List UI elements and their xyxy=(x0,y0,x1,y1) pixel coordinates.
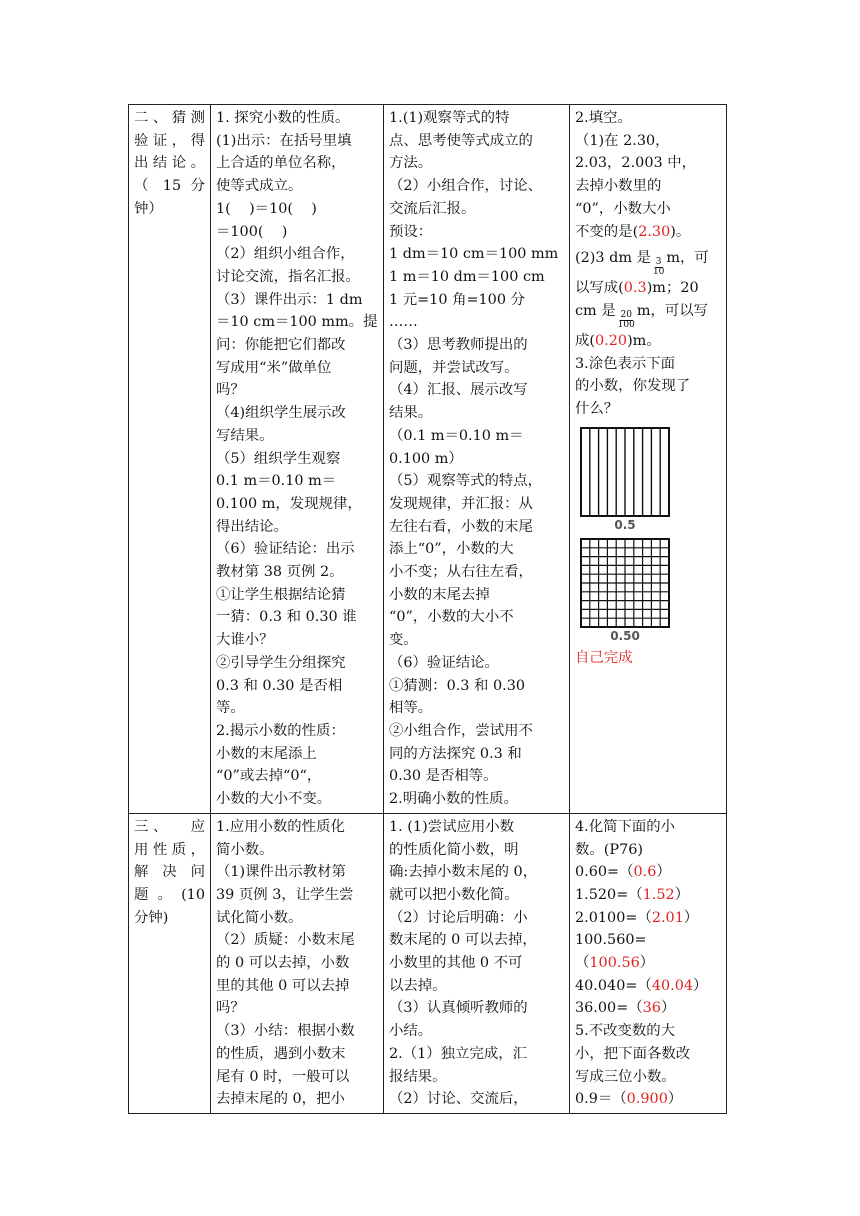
teacher-activity-line: 写结果。 xyxy=(216,427,274,444)
answer-text: 0.20 xyxy=(595,332,628,349)
exercise-line: 什么？ xyxy=(575,401,619,418)
teacher-activity-line: 写成用“米”做单位 xyxy=(216,359,332,376)
student-activity-line: 左往右看，小数的末尾 xyxy=(389,518,533,535)
exercise-line: “0”，小数大小 xyxy=(575,200,671,217)
exercise-line xyxy=(575,330,721,353)
exercise-text: 40.040=（ xyxy=(575,977,652,994)
stage-line: 钟） xyxy=(134,200,163,217)
exercise-text: 36.00=（ xyxy=(575,1000,643,1017)
student-activity-line: 2.（1）独立完成，汇 xyxy=(389,1045,528,1062)
exercise-text: )m；20 xyxy=(646,280,699,297)
answer-text: 2.30 xyxy=(638,223,671,240)
exercise-text: 100.560= xyxy=(575,932,647,949)
teacher-activity-cell xyxy=(211,105,384,814)
student-activity-line: 小不变；从右往左看， xyxy=(389,564,533,581)
student-activity-line: ①猜测：0.3 和 0.30 xyxy=(389,677,526,694)
fraction xyxy=(652,258,665,277)
teacher-activity-line: （2）质疑：小数末尾 xyxy=(216,932,355,949)
lesson-plan-table xyxy=(128,104,727,1114)
teacher-activity-line: 0.3 和 0.30 是否相 xyxy=(216,677,343,694)
stage-line: 出结论。 xyxy=(134,155,205,172)
teacher-activity-cell xyxy=(211,813,384,1113)
stage-cell xyxy=(129,813,211,1113)
exercise-cell xyxy=(570,105,727,814)
student-activity-line: 点、思考使等式成立的 xyxy=(389,132,533,149)
exercise-line xyxy=(575,300,721,330)
teacher-activity-line: 讨论交流，指名汇报。 xyxy=(216,268,360,285)
exercise-text: 成( xyxy=(575,332,596,349)
teacher-activity-line: 简小数。 xyxy=(216,841,274,858)
student-activity-line: （0.1 m＝0.10 m＝ xyxy=(389,427,524,444)
answer-list xyxy=(575,861,721,1020)
exercise-line xyxy=(575,277,721,300)
teacher-activity-line: 使等式成立。 xyxy=(216,178,303,195)
exercise-text: （ xyxy=(575,955,590,972)
student-activity-line: 预设： xyxy=(389,223,433,240)
exercise-text: m，可以写 xyxy=(636,302,709,319)
student-activity-line: 的性质化简小数，明 xyxy=(389,841,519,858)
exercise-text: m，可 xyxy=(666,250,709,267)
exercise-text: 以写成( xyxy=(575,280,624,297)
teacher-activity-line: 得出结论。 xyxy=(216,518,288,535)
student-activity-line: 0.30 是否相等。 xyxy=(389,768,498,785)
student-activity-line: “0”，小数的大小不 xyxy=(389,609,514,626)
exercise-line: 写成三位小数。 xyxy=(575,1068,676,1085)
exercise-line: 3.涂色表示下面 xyxy=(575,355,676,372)
exercise-text: (2)3 dm 是 xyxy=(575,250,651,267)
teacher-activity-line: 小数的大小不变。 xyxy=(216,791,332,808)
exercise-text: 0.60=（ xyxy=(575,864,634,881)
student-activity-line: 1.(1)观察等式的特 xyxy=(389,110,510,126)
student-activity-line: （4）汇报、展示改写 xyxy=(389,382,528,399)
answer-text: 0.3 xyxy=(623,280,647,297)
student-activity-line: （2）讨论、交流后， xyxy=(389,1091,528,1108)
student-activity-line: 确:去掉小数末尾的 0， xyxy=(389,864,538,881)
teacher-activity-line: 大谁小？ xyxy=(216,632,274,649)
student-activity-line: 小数里的其他 0 不可 xyxy=(389,955,523,972)
grid-label: 0.50 xyxy=(610,628,640,643)
exercise-text: cm 是 xyxy=(575,302,616,319)
exercise-line: 4.化简下面的小 xyxy=(575,818,676,835)
teacher-activity-line: 0.100 m，发现规律， xyxy=(216,495,362,512)
teacher-activity-line: （3）小结：根据小数 xyxy=(216,1023,355,1040)
teacher-activity-line: 39 页例 3，让学生尝 xyxy=(216,886,354,903)
grid-label: 0.5 xyxy=(614,517,636,532)
teacher-activity-line: 吗？ xyxy=(216,1000,245,1017)
teacher-activity-line: 1.应用小数的性质化 xyxy=(216,818,345,835)
student-activity-line: …… xyxy=(389,314,418,331)
exercise-line: 数。(P76) xyxy=(575,841,644,858)
exercise-line: 小，把下面各数改 xyxy=(575,1045,691,1062)
answer-text: 36 xyxy=(642,1000,661,1017)
stripe-grid-figure xyxy=(580,427,670,532)
student-activity-line: （3）认真倾听教师的 xyxy=(389,1000,528,1017)
exercise-line xyxy=(575,997,721,1020)
student-activity-line: 数末尾的 0 可以去掉， xyxy=(389,932,537,949)
teacher-activity-line: （1)课件出示教材第 xyxy=(216,864,346,881)
student-activity-line: （2）小组合作，讨论、 xyxy=(389,178,543,195)
stage-line: 验证，得 xyxy=(134,132,205,149)
student-activity-line: （5）观察等式的特点， xyxy=(389,473,543,490)
fraction-numerator: 3 xyxy=(655,257,662,268)
student-activity-line: （6）验证结论。 xyxy=(389,654,499,671)
answer-text: 1.52 xyxy=(642,886,675,903)
student-activity-line: 就可以把小数化简。 xyxy=(389,886,519,903)
stage-cell xyxy=(129,105,211,814)
teacher-activity-line: 去掉末尾的 0，把小 xyxy=(216,1091,345,1108)
teacher-activity-line: ②引导学生分组探究 xyxy=(216,654,346,671)
exercise-line xyxy=(575,884,721,907)
teacher-activity-line: 里的其他 0 可以去掉 xyxy=(216,977,350,994)
teacher-activity-line: （2）组织小组合作， xyxy=(216,246,355,263)
answer-text: 0.900 xyxy=(626,1091,668,1108)
student-activity-line: 结果。 xyxy=(389,405,433,422)
exercise-line xyxy=(575,929,721,952)
teacher-activity-line: 吗？ xyxy=(216,382,245,399)
student-activity-line: 1. (1)尝试应用小数 xyxy=(389,818,515,835)
square-grid xyxy=(580,538,670,628)
teacher-activity-line: 上合适的单位名称， xyxy=(216,155,346,172)
exercise-text: 1.520=（ xyxy=(575,886,643,903)
exercise-text: ） xyxy=(693,977,708,994)
exercise-line: （1)在 2.30， xyxy=(575,132,670,149)
teacher-activity-line: 尾有 0 时，一般可以 xyxy=(216,1068,350,1085)
student-activity-cell xyxy=(384,105,570,814)
exercise-line xyxy=(575,221,721,244)
answer-text: 100.56 xyxy=(589,955,640,972)
teacher-activity-line: 的 0 可以去掉，小数 xyxy=(216,955,350,972)
student-activity-line: （3）思考教师提出的 xyxy=(389,337,528,354)
teacher-activity-line: 1( )＝10( ) xyxy=(216,200,317,217)
exercise-line xyxy=(575,1088,721,1111)
teacher-activity-line: ＝10 cm＝100 mm。提 xyxy=(216,314,378,331)
student-activity-line: （2）讨论后明确：小 xyxy=(389,909,528,926)
exercise-line xyxy=(575,907,721,930)
teacher-activity-line: 问：你能把它们都改 xyxy=(216,337,346,354)
exercise-text: 不变的是( xyxy=(575,223,639,240)
answer-text: 40.04 xyxy=(651,977,694,994)
exercise-text: ） xyxy=(660,1000,676,1017)
teacher-activity-line: (1)出示：在括号里填 xyxy=(216,132,352,149)
stage-line: 三、 应 xyxy=(134,818,205,835)
student-activity-line: ②小组合作，尝试用不 xyxy=(389,722,533,739)
exercise-text: 2.0100=（ xyxy=(575,909,652,926)
student-activity-line: 1 m＝10 dm＝100 cm xyxy=(389,268,545,285)
teacher-activity-line: （6）验证结论：出示 xyxy=(216,541,355,558)
student-activity-line: 发现规律，并汇报：从 xyxy=(389,495,533,512)
student-activity-line: 添上“0”，小数的大 xyxy=(389,541,514,558)
student-activity-line: 以去掉。 xyxy=(389,977,447,994)
exercise-line: 的小数，你发现了 xyxy=(575,378,691,395)
student-activity-line: 报结果。 xyxy=(389,1068,447,1085)
exercise-title: 2.填空。 xyxy=(575,110,632,126)
student-activity-cell xyxy=(384,813,570,1113)
student-activity-line: 0.100 m） xyxy=(389,450,463,467)
teacher-activity-line: 2.揭示小数的性质： xyxy=(216,722,345,739)
stage-line: 题。(10 xyxy=(134,886,205,903)
exercise-text: )m。 xyxy=(627,332,661,349)
teacher-activity-line: 一猜：0.3 和 0.30 谁 xyxy=(216,609,357,626)
student-activity-line: 2.明确小数的性质。 xyxy=(389,791,518,808)
teacher-activity-line: 的性质，遇到小数末 xyxy=(216,1045,346,1062)
teacher-activity-line: 教材第 38 页例 2。 xyxy=(216,564,344,581)
stage-line: 分钟) xyxy=(134,909,169,926)
fraction-denominator: 10 xyxy=(652,267,665,278)
student-activity-line: 小结。 xyxy=(389,1023,433,1040)
stripe-grid xyxy=(580,427,670,517)
teacher-activity-line: ①让学生根据结论猜 xyxy=(216,586,346,603)
exercise-line: 5.不改变数的大 xyxy=(575,1023,676,1040)
exercise-line: 去掉小数里的 xyxy=(575,178,662,195)
table-row xyxy=(129,105,727,814)
student-activity-line: 变。 xyxy=(389,632,418,649)
teacher-activity-line: 1. 探究小数的性质。 xyxy=(216,110,350,126)
exercise-text: ） xyxy=(667,1091,683,1108)
exercise-line xyxy=(575,861,721,884)
table-row xyxy=(129,813,727,1113)
student-activity-line: 方法。 xyxy=(389,155,433,172)
student-activity-line: 1 元=10 角=100 分 xyxy=(389,291,525,308)
exercise-line xyxy=(575,975,721,998)
student-activity-line: 交流后汇报。 xyxy=(389,200,476,217)
student-activity-line: 小数的末尾去掉 xyxy=(389,586,490,603)
fraction xyxy=(617,311,636,330)
teacher-activity-line: ＝100( ) xyxy=(216,223,288,240)
exercise-line xyxy=(575,952,721,975)
fraction-numerator: 20 xyxy=(620,309,632,320)
stage-line: 解 决 问 xyxy=(134,864,205,881)
square-grid-figure xyxy=(580,538,670,643)
teacher-activity-line: （3）课件出示：1 dm xyxy=(216,291,363,308)
teacher-activity-line: （4)组织学生展示改 xyxy=(216,405,346,422)
teacher-activity-line: 试化简小数。 xyxy=(216,909,303,926)
answer-text: 0.6 xyxy=(633,864,657,881)
fraction-denominator: 100 xyxy=(617,319,635,330)
exercise-text: )。 xyxy=(670,223,691,240)
stage-line: （ 15 分 xyxy=(134,178,205,195)
exercise-text: ） xyxy=(656,864,671,881)
stage-line: 二、猜测 xyxy=(134,110,205,126)
exercise-line: 2.03，2.003 中， xyxy=(575,155,696,172)
exercise-text: ） xyxy=(683,909,699,926)
stage-line: 用性质， xyxy=(134,841,205,858)
teacher-activity-line: 小数的末尾添上 xyxy=(216,745,317,762)
student-activity-line: 相等。 xyxy=(389,700,433,717)
teacher-activity-line: “0”或去掉“0“， xyxy=(216,768,322,785)
teacher-activity-line: 0.1 m＝0.10 m＝ xyxy=(216,473,337,490)
answer-text: 2.01 xyxy=(651,909,684,926)
exercise-text: ） xyxy=(639,955,655,972)
teacher-activity-line: 等。 xyxy=(216,700,245,717)
student-activity-line: 问题，并尝试改写。 xyxy=(389,359,519,376)
exercise-line xyxy=(575,247,721,277)
teacher-activity-line: （5）组织学生观察 xyxy=(216,450,341,467)
exercise-text: ） xyxy=(674,886,690,903)
exercise-cell xyxy=(570,813,727,1113)
self-complete-note: 自己完成 xyxy=(575,649,633,666)
student-activity-line: 1 dm＝10 cm＝100 mm xyxy=(389,246,559,263)
student-activity-line: 同的方法探究 0.3 和 xyxy=(389,745,522,762)
exercise-text: 0.9＝（ xyxy=(575,1091,627,1108)
